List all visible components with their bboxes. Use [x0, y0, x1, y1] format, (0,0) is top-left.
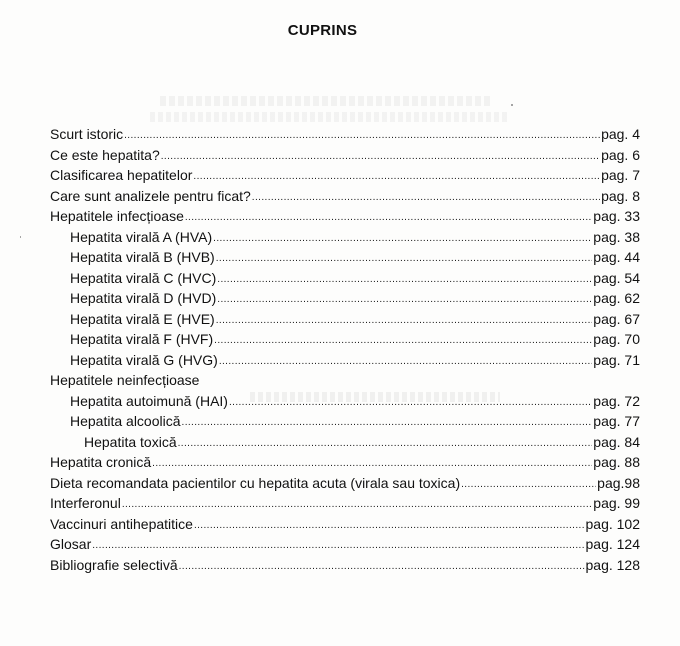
toc-entry-page: pag. 72 — [593, 392, 640, 409]
toc-entry — [70, 309, 640, 329]
paper-speck — [511, 104, 513, 106]
page-title: CUPRINS — [287, 22, 358, 39]
toc-entry — [50, 124, 640, 144]
toc-entry-label: Glosar — [50, 536, 92, 552]
toc-entry-label: Hepatita virală G (HVG) — [70, 351, 218, 368]
toc-entry-page: pag. 128 — [585, 556, 640, 573]
toc-entry-page: pag. 84 — [593, 433, 640, 450]
toc-entry-label: Bibliografie selectivă — [50, 556, 178, 573]
toc-entry-label: Interferonul — [50, 495, 121, 511]
paper-speck — [20, 236, 21, 238]
toc-entry-label: Hepatita toxică — [84, 433, 177, 450]
toc-entry-page: pag. 77 — [593, 413, 640, 429]
toc-entry-label: Dieta recomandata pacientilor cu hepatita acuta (virala sau toxica) — [50, 474, 461, 491]
toc-entry-label: Scurt istoric — [50, 126, 124, 142]
toc-entry-page: pag. 7 — [601, 167, 640, 183]
toc-entry — [50, 493, 640, 513]
toc-entry — [50, 186, 640, 206]
toc-dot-leader — [179, 554, 585, 577]
show-through-text — [150, 112, 510, 122]
toc-entry-page: pag. 6 — [601, 146, 640, 163]
toc-entry-page: pag. 54 — [593, 269, 640, 286]
toc-entry-label: Vaccinuri antihepatitice — [50, 515, 193, 532]
toc-entry — [70, 350, 640, 370]
toc-entry — [70, 288, 640, 308]
toc-entry-label: Hepatita virală C (HVC) — [70, 269, 217, 286]
toc-entry-label: Hepatita virală F (HVF) — [70, 331, 214, 347]
toc-entry-label: Clasificarea hepatitelor — [50, 167, 193, 183]
toc-entry-label: Hepatita virală B (HVB) — [70, 249, 215, 265]
toc-entry — [50, 534, 640, 554]
toc-entry-page: pag. 62 — [593, 290, 640, 306]
toc-entry-page: pag. 44 — [593, 249, 640, 265]
toc-entry-page: pag. 71 — [593, 351, 640, 368]
toc-entry — [50, 555, 640, 575]
toc-entry-page: pag. 124 — [585, 536, 640, 552]
toc-entry — [50, 165, 640, 185]
toc-entry — [50, 473, 640, 493]
toc-entry-page: pag. 8 — [601, 187, 640, 204]
toc-entry — [70, 329, 640, 349]
toc-entry — [70, 268, 640, 288]
toc-entry-page: pag. 67 — [593, 310, 640, 327]
toc-entry-page: pag. 33 — [593, 208, 640, 224]
show-through-text — [160, 96, 490, 106]
toc-entry-label: Hepatita cronică — [50, 454, 152, 470]
toc-entry — [50, 145, 640, 165]
toc-entry — [70, 391, 640, 411]
toc-entry-label: Hepatita autoimună (HAI) — [70, 392, 228, 409]
toc-entry-page: pag. 99 — [593, 495, 640, 511]
toc-entry-label: Hepatita alcoolică — [70, 413, 181, 429]
toc-entry-page: pag. 102 — [585, 515, 640, 532]
toc-entry-page: pag.98 — [597, 474, 640, 491]
toc-entry — [50, 452, 640, 472]
toc-entry-label: Hepatita virală D (HVD) — [70, 290, 217, 306]
toc-entry-page: pag. 4 — [601, 126, 640, 142]
toc-entry-label: Care sunt analizele pentru ficat? — [50, 187, 251, 204]
toc-entry — [70, 227, 640, 247]
toc-entry-label: Hepatitele infecțioase — [50, 208, 184, 224]
toc-entry-label: Hepatita virală E (HVE) — [70, 310, 215, 327]
toc-entry — [70, 411, 640, 431]
toc-entry-page: pag. 38 — [593, 228, 640, 245]
toc-entry-page: pag. 88 — [593, 454, 640, 470]
toc-entry-page: pag. 70 — [593, 331, 640, 347]
toc-entry — [50, 514, 640, 534]
toc-entry — [50, 206, 640, 226]
toc-dot-leader — [219, 349, 592, 372]
toc-section-heading: Hepatitele neinfecțioase — [50, 372, 200, 388]
toc-entry-label: Hepatita virală A (HVA) — [70, 228, 213, 245]
toc-entry — [84, 432, 640, 452]
toc-entry — [70, 247, 640, 267]
toc-entry-label: Ce este hepatita? — [50, 146, 160, 163]
